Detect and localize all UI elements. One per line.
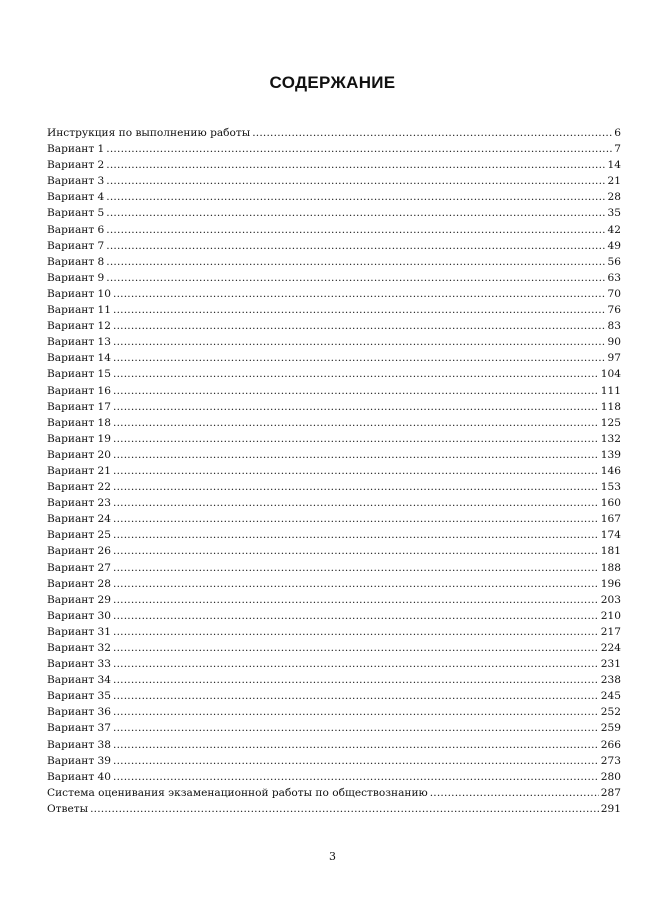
toc-entry-page: 14 xyxy=(607,159,621,172)
toc-entry[interactable] xyxy=(47,495,621,511)
toc-entry[interactable] xyxy=(47,640,621,656)
toc-entry[interactable] xyxy=(47,350,621,366)
toc-entry-page: 238 xyxy=(600,674,621,687)
toc-entry[interactable] xyxy=(47,737,621,753)
toc-entry-page: 259 xyxy=(600,722,621,735)
toc-entry-label: Вариант 24 xyxy=(47,513,112,526)
toc-entry-label: Вариант 10 xyxy=(47,287,112,300)
toc-entry[interactable] xyxy=(47,511,621,527)
toc-entry-label: Вариант 1 xyxy=(47,143,105,156)
toc-entry[interactable] xyxy=(47,254,621,270)
toc-entry-page: 245 xyxy=(600,690,621,703)
toc-entry-page: 90 xyxy=(607,336,621,349)
toc-entry[interactable] xyxy=(47,608,621,624)
toc-entry-label: Вариант 22 xyxy=(47,481,112,494)
toc-entry-page: 111 xyxy=(600,384,621,397)
toc-dot-leader xyxy=(113,350,605,366)
toc-entry-label: Вариант 29 xyxy=(47,593,112,606)
toc-entry[interactable] xyxy=(47,656,621,672)
toc-entry[interactable] xyxy=(47,479,621,495)
toc-entry[interactable] xyxy=(47,366,621,382)
toc-entry-label: Вариант 21 xyxy=(47,464,112,477)
toc-entry[interactable] xyxy=(47,753,621,769)
toc-entry-page: 97 xyxy=(607,352,621,365)
toc-entry[interactable] xyxy=(47,527,621,543)
toc-dot-leader xyxy=(113,334,605,350)
toc-entry[interactable] xyxy=(47,720,621,736)
toc-entry-label: Вариант 2 xyxy=(47,159,105,172)
toc-dot-leader xyxy=(113,543,599,559)
toc-entry[interactable] xyxy=(47,383,621,399)
toc-entry[interactable] xyxy=(47,801,621,817)
toc-dot-leader xyxy=(106,254,605,270)
toc-entry-page: 181 xyxy=(600,545,621,558)
toc-dot-leader xyxy=(113,511,599,527)
toc-dot-leader xyxy=(113,527,599,543)
toc-dot-leader xyxy=(113,383,599,399)
toc-entry-page: 188 xyxy=(600,561,621,574)
toc-entry[interactable] xyxy=(47,688,621,704)
toc-dot-leader xyxy=(113,415,599,431)
toc-dot-leader xyxy=(430,785,599,801)
toc-dot-leader xyxy=(113,737,599,753)
toc-entry-label: Вариант 4 xyxy=(47,191,105,204)
toc-dot-leader xyxy=(113,366,599,382)
toc-entry[interactable] xyxy=(47,399,621,415)
toc-entry-label: Вариант 31 xyxy=(47,625,112,638)
toc-entry[interactable] xyxy=(47,125,621,141)
toc-entry[interactable] xyxy=(47,141,621,157)
toc-dot-leader xyxy=(113,656,599,672)
toc-entry-label: Инструкция по выполнению работы xyxy=(47,127,251,139)
page-title: СОДЕРЖАНИЕ xyxy=(269,73,396,93)
toc-entry-label: Вариант 34 xyxy=(47,674,112,687)
toc-dot-leader xyxy=(106,189,605,205)
toc-dot-leader xyxy=(113,479,599,495)
toc-entry-page: 146 xyxy=(600,464,621,477)
toc-entry[interactable] xyxy=(47,785,621,801)
toc-entry-label: Вариант 7 xyxy=(47,239,105,252)
toc-entry-page: 287 xyxy=(600,786,621,799)
toc-dot-leader xyxy=(106,157,605,173)
toc-entry-page: 70 xyxy=(607,287,621,300)
toc-entry-label: Вариант 13 xyxy=(47,336,112,349)
toc-entry-label: Вариант 9 xyxy=(47,271,105,284)
toc-entry-label: Вариант 26 xyxy=(47,545,112,558)
toc-entry[interactable] xyxy=(47,189,621,205)
toc-entry-page: 132 xyxy=(600,432,621,445)
toc-entry-page: 7 xyxy=(614,143,621,156)
toc-entry-label: Вариант 14 xyxy=(47,352,112,365)
toc-entry-page: 174 xyxy=(600,529,621,542)
toc-entry[interactable] xyxy=(47,592,621,608)
toc-entry-page: 203 xyxy=(600,593,621,606)
toc-entry-label: Вариант 23 xyxy=(47,497,112,510)
toc-entry-page: 139 xyxy=(600,448,621,461)
toc-entry[interactable] xyxy=(47,624,621,640)
toc-dot-leader xyxy=(113,447,599,463)
toc-entry-label: Вариант 8 xyxy=(47,255,105,268)
toc-entry-page: 217 xyxy=(600,625,621,638)
toc-entry[interactable] xyxy=(47,286,621,302)
toc-entry-page: 56 xyxy=(607,255,621,268)
toc-entry[interactable] xyxy=(47,447,621,463)
toc-entry[interactable] xyxy=(47,672,621,688)
toc-dot-leader xyxy=(113,672,599,688)
toc-entry-page: 160 xyxy=(600,497,621,510)
toc-entry[interactable] xyxy=(47,415,621,431)
toc-entry-page: 35 xyxy=(607,207,621,220)
toc-entry[interactable] xyxy=(47,205,621,221)
toc-entry[interactable] xyxy=(47,576,621,592)
toc-dot-leader xyxy=(113,753,599,769)
toc-entry-page: 6 xyxy=(614,127,621,139)
toc-entry[interactable] xyxy=(47,334,621,350)
toc-entry-label: Вариант 15 xyxy=(47,368,112,381)
toc-entry-page: 280 xyxy=(600,770,621,783)
toc-entry-page: 28 xyxy=(607,191,621,204)
toc-dot-leader xyxy=(106,173,605,189)
toc-entry-page: 273 xyxy=(600,754,621,767)
toc-entry[interactable] xyxy=(47,157,621,173)
toc-entry-label: Вариант 35 xyxy=(47,690,112,703)
toc-entry-label: Вариант 3 xyxy=(47,175,105,188)
toc-dot-leader xyxy=(106,270,605,286)
toc-entry-page: 21 xyxy=(607,175,621,188)
toc-entry-label: Вариант 28 xyxy=(47,577,112,590)
toc-entry[interactable] xyxy=(47,270,621,286)
toc-entry[interactable] xyxy=(47,318,621,334)
toc-entry-label: Вариант 18 xyxy=(47,416,112,429)
toc-entry-page: 266 xyxy=(600,738,621,751)
toc-dot-leader xyxy=(113,592,599,608)
toc-entry[interactable] xyxy=(47,222,621,238)
toc-entry-page: 167 xyxy=(600,513,621,526)
toc-entry-page: 153 xyxy=(600,481,621,494)
page-number: 3 xyxy=(329,850,336,863)
toc-dot-leader xyxy=(113,495,599,511)
toc-dot-leader xyxy=(113,399,599,415)
toc-dot-leader xyxy=(113,286,605,302)
toc-entry-page: 63 xyxy=(607,271,621,284)
toc-entry-page: 252 xyxy=(600,706,621,719)
toc-entry[interactable] xyxy=(47,463,621,479)
toc-entry-page: 231 xyxy=(600,658,621,671)
toc-entry-label: Система оценивания экзаменационной работы по обществознанию xyxy=(47,786,428,799)
toc-entry[interactable] xyxy=(47,302,621,318)
table-of-contents xyxy=(47,125,621,817)
toc-dot-leader xyxy=(113,608,599,624)
toc-entry[interactable] xyxy=(47,560,621,576)
toc-entry-page: 210 xyxy=(600,609,621,622)
toc-entry-page: 76 xyxy=(607,304,621,317)
toc-entry-page: 224 xyxy=(600,642,621,654)
toc-entry-label: Вариант 19 xyxy=(47,432,112,445)
toc-entry-page: 118 xyxy=(600,400,621,413)
toc-dot-leader xyxy=(113,624,599,640)
toc-dot-leader xyxy=(113,560,599,576)
toc-entry-label: Вариант 16 xyxy=(47,384,112,397)
toc-entry-label: Вариант 36 xyxy=(47,706,112,719)
toc-dot-leader xyxy=(113,688,599,704)
toc-entry-label: Вариант 6 xyxy=(47,223,105,236)
toc-dot-leader xyxy=(113,576,599,592)
toc-dot-leader xyxy=(106,238,605,254)
toc-entry[interactable] xyxy=(47,238,621,254)
toc-entry-label: Вариант 11 xyxy=(47,304,112,317)
toc-dot-leader xyxy=(113,463,599,479)
toc-entry-page: 83 xyxy=(607,320,621,333)
toc-entry-page: 125 xyxy=(600,416,621,429)
toc-dot-leader xyxy=(113,720,599,736)
toc-entry-label: Вариант 27 xyxy=(47,561,112,574)
toc-entry-label: Вариант 17 xyxy=(47,400,112,413)
toc-entry-label: Вариант 38 xyxy=(47,738,112,751)
toc-entry-label: Вариант 12 xyxy=(47,320,112,333)
toc-dot-leader xyxy=(113,431,599,447)
toc-entry-page: 104 xyxy=(600,368,621,381)
toc-dot-leader xyxy=(252,125,612,141)
toc-entry-page: 49 xyxy=(607,239,621,252)
toc-entry-label: Вариант 39 xyxy=(47,754,112,767)
toc-entry[interactable] xyxy=(47,704,621,720)
toc-entry-page: 42 xyxy=(607,223,621,236)
toc-entry-label: Вариант 37 xyxy=(47,722,112,735)
toc-dot-leader xyxy=(113,640,599,656)
toc-entry[interactable] xyxy=(47,769,621,785)
toc-entry-label: Вариант 5 xyxy=(47,207,105,220)
toc-entry-label: Вариант 40 xyxy=(47,770,112,783)
toc-dot-leader xyxy=(106,205,605,221)
toc-entry[interactable] xyxy=(47,543,621,559)
toc-entry-label: Вариант 20 xyxy=(47,448,112,461)
toc-entry-label: Ответы xyxy=(47,802,89,815)
toc-entry[interactable] xyxy=(47,173,621,189)
toc-dot-leader xyxy=(90,801,599,817)
toc-entry-label: Вариант 25 xyxy=(47,529,112,542)
toc-entry[interactable] xyxy=(47,431,621,447)
toc-entry-label: Вариант 33 xyxy=(47,658,112,671)
toc-dot-leader xyxy=(113,704,599,720)
toc-entry-page: 196 xyxy=(600,577,621,590)
toc-dot-leader xyxy=(113,769,599,785)
toc-dot-leader xyxy=(113,302,605,318)
toc-dot-leader xyxy=(106,141,612,157)
toc-entry-label: Вариант 30 xyxy=(47,609,112,622)
toc-entry-page: 291 xyxy=(600,802,621,815)
toc-entry-label: Вариант 32 xyxy=(47,642,112,654)
toc-dot-leader xyxy=(106,222,605,238)
toc-dot-leader xyxy=(113,318,605,334)
